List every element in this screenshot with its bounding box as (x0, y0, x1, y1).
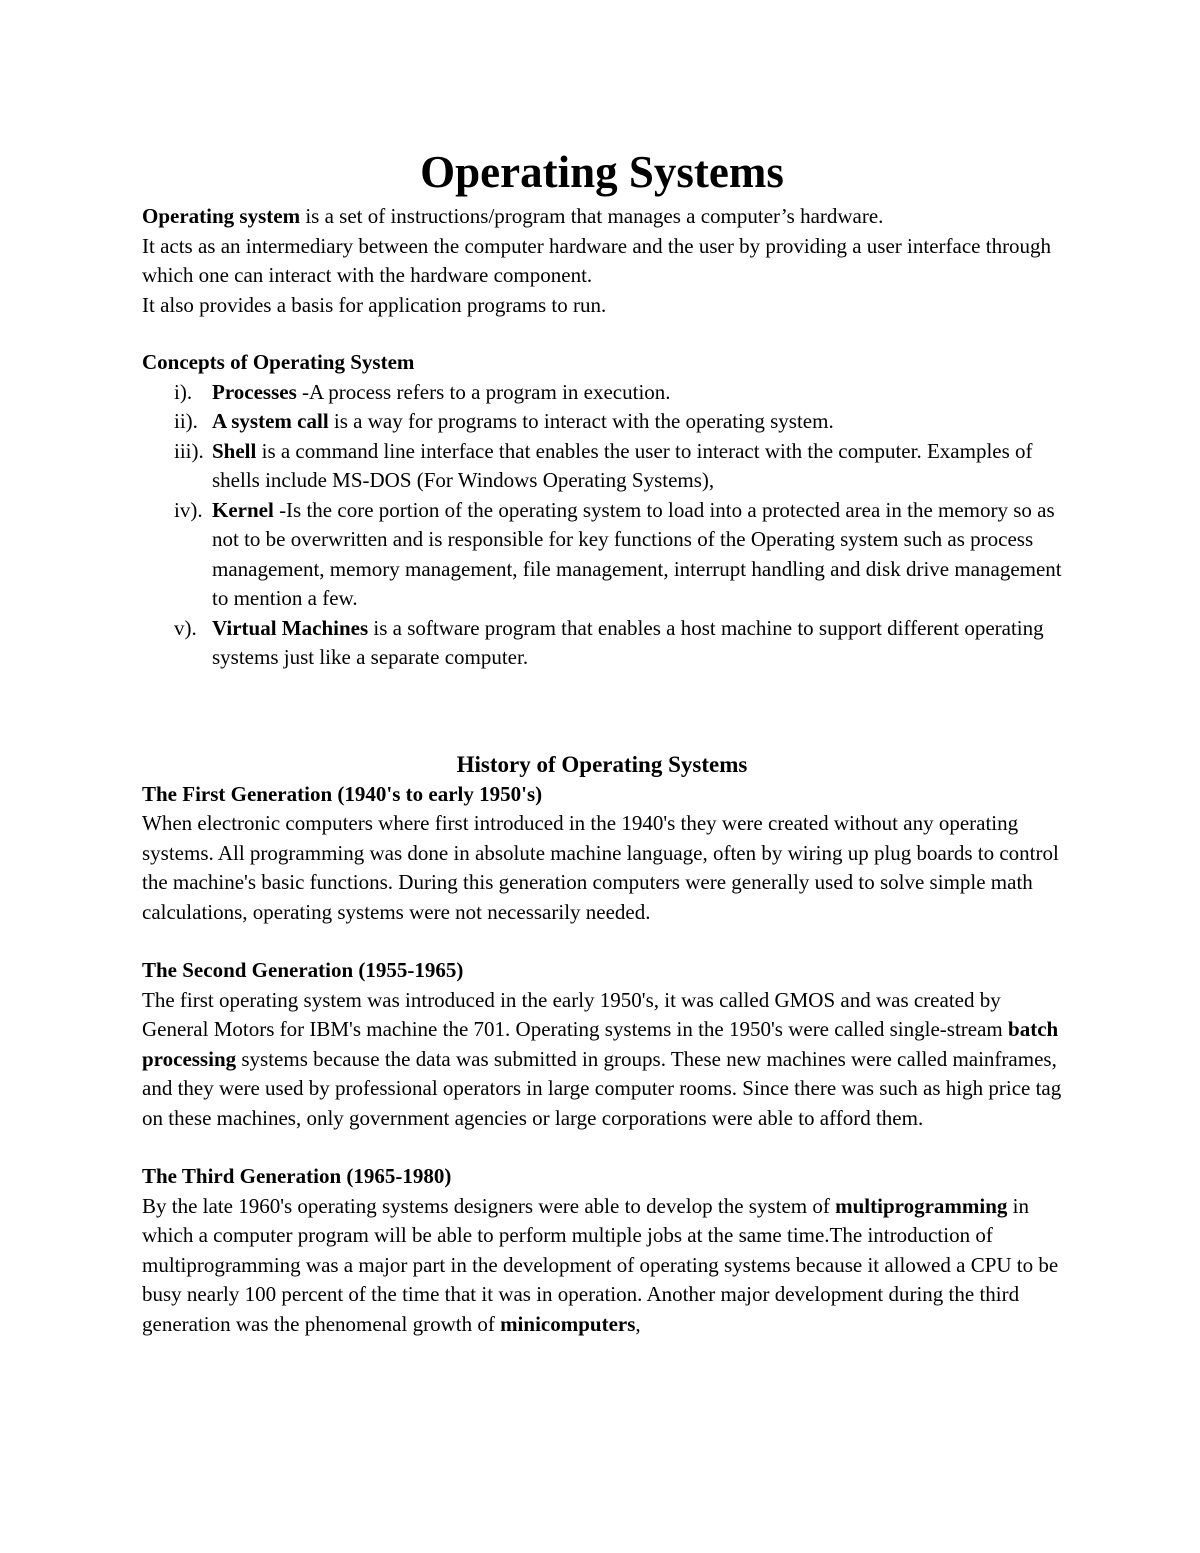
list-item-text: is a command line interface that enables the user to interact with the computer. Examples of shells include MS-DOS (For Windows Operating Systems), (212, 438, 1033, 492)
first-generation-title: The First Generation (1940's to early 1950's) (142, 781, 543, 806)
list-item (142, 496, 1062, 614)
third-generation-section (142, 1162, 1062, 1339)
list-item-text: is a way for programs to interact with the operating system. (328, 409, 834, 433)
intro-section (142, 202, 1062, 320)
list-item-number: v). (174, 615, 197, 640)
list-item (142, 407, 1062, 437)
page-title: Operating Systems (420, 147, 784, 197)
second-generation-title: The Second Generation (1955-1965) (142, 958, 464, 982)
second-generation-text-b: systems because the data was submitted in groups. These new machines were called mainframes, and they were used by professional operators in large computer rooms. Since there was such as high price tag on these machines, only government agencies or large corporations were able to afford them. (142, 1046, 1062, 1130)
list-item-text: -A process refers to a program in execution. (296, 379, 671, 404)
third-generation-bold-term-2: minicomputers (500, 1311, 636, 1336)
list-item-text: -Is the core portion of the operating system to load into a protected area in the memory so as not to be overwritten and is responsible for key functions of the Operating system such as process management, memory management, file management, interrupt handling and disk drive management to mention a few. (212, 497, 1062, 610)
list-item (142, 437, 1062, 496)
third-generation-title: The Third Generation (1965-1980) (142, 1164, 452, 1188)
third-generation-body (142, 1192, 1062, 1340)
first-generation-section (142, 780, 1062, 928)
list-item-term: Shell (212, 438, 257, 463)
intro-definition-text: is a set of instructions/program that manages a computer’s hardware. (300, 204, 884, 228)
list-item-number: i). (174, 379, 193, 404)
list-item-term: Processes (212, 379, 297, 404)
first-generation-body: When electronic computers where first introduced in the 1940's they were created without any operating systems. All programming was done in absolute machine language, often by wiring up plug boards to control the machine's basic functions. During this generation computers were generally used to solve simple math calculations, operating systems were not necessarily needed. (142, 811, 1059, 924)
intro-line-2: It acts as an intermediary between the computer hardware and the user by providing a user interface through which one can interact with the hardware component. (142, 233, 1052, 287)
list-item-text: is a software program that enables a host machine to support different operating systems just like a separate computer. (212, 615, 1044, 669)
intro-definition (142, 202, 1062, 232)
list-item-number: iv). (174, 497, 203, 522)
list-item-number: ii). (174, 409, 198, 433)
document-page (142, 140, 1062, 1339)
list-item-number: iii). (174, 438, 204, 463)
second-generation-body (142, 986, 1062, 1134)
third-generation-bold-term-1: multiprogramming (835, 1193, 1008, 1218)
list-item-term: A system call (212, 409, 329, 433)
third-generation-text-c: , (635, 1311, 641, 1336)
list-item (142, 378, 1062, 408)
third-generation-text-b: in which a computer program will be able to perform multiple jobs at the same time.The introduction of multiprogramming was a major part in the development of operating systems because it allowed a CPU to be busy nearly 100 percent of the time that it was in operation. Another major development during the third generation was the phenomenal growth of (142, 1193, 1059, 1336)
list-item-term: Virtual Machines (212, 615, 369, 640)
history-heading: History of Operating Systems (456, 751, 748, 777)
concepts-heading: Concepts of Operating System (142, 350, 415, 374)
second-generation-text-a: The first operating system was introduced in the early 1950's, it was called GMOS and was created by General Motors for IBM's machine the 701. Operating systems in the 1950's were called single-stream (142, 987, 1009, 1041)
second-generation-section (142, 956, 1062, 1133)
intro-term: Operating system (142, 204, 301, 228)
list-item (142, 614, 1062, 673)
intro-line-3: It also provides a basis for application programs to run. (142, 292, 607, 317)
third-generation-text-a: By the late 1960's operating systems designers were able to develop the system of (142, 1193, 836, 1218)
list-item-term: Kernel (212, 497, 274, 522)
concepts-list (142, 378, 1062, 673)
second-generation-bold-term: batch processing (142, 1017, 1059, 1071)
